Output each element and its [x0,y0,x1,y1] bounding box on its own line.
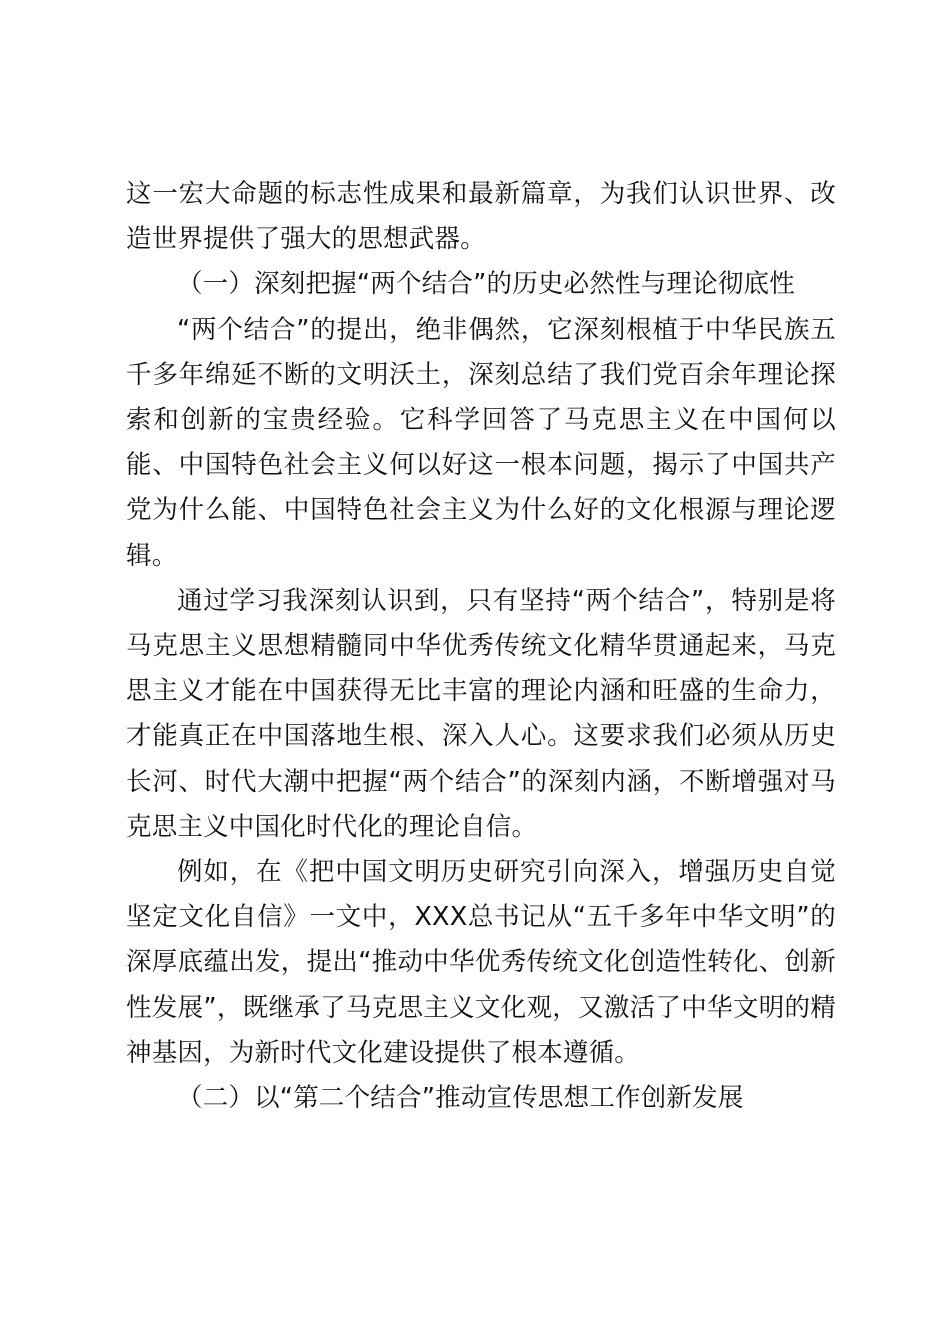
paragraph-learning-reflection: 通过学习我深刻认识到，只有坚持“两个结合”，特别是将马克思主义思想精髓同中华优秀传统文化精华贯通起来，马克思主义才能在中国获得无比丰富的理论内涵和旺盛的生命力，才能真正在中国落地生根、深入人心。这要求我们必须从历史长河、时代大潮中把握“两个结合”的深刻内涵，不断增强对马克思主义中国化时代化的理论自信。 [126,585,836,842]
paragraph-two-combinations-origin: “两个结合”的提出，绝非偶然，它深刻根植于中华民族五千多年绵延不断的文明沃土，深刻总结了我们党百余年理论探索和创新的宝贵经验。它科学回答了马克思主义在中国何以能、中国特色社会主义何以好这一根本问题，揭示了中国共产党为什么能、中国特色社会主义为什么好的文化根源与理论逻辑。 [126,314,836,571]
paragraph-example: 例如，在《把中国文明历史研究引向深入，增强历史自觉坚定文化自信》一文中，XXX总书记从“五千多年中华文明”的深厚底蕴出发，提出“推动中华优秀传统文化创造性转化、创新性发展”，既继承了马克思主义文化观，又激活了中华文明的精神基因，为新时代文化建设提供了根本遵循。 [126,857,836,1068]
document-body [126,172,836,1121]
section-heading-2: （二）以“第二个结合”推动宣传思想工作创新发展 [177,1083,744,1114]
section-heading-1: （一）深刻把握“两个结合”的历史必然性与理论彻底性 [177,269,795,300]
paragraph-continuation: 这一宏大命题的标志性成果和最新篇章，为我们认识世界、改造世界提供了强大的思想武器。 [126,179,836,255]
